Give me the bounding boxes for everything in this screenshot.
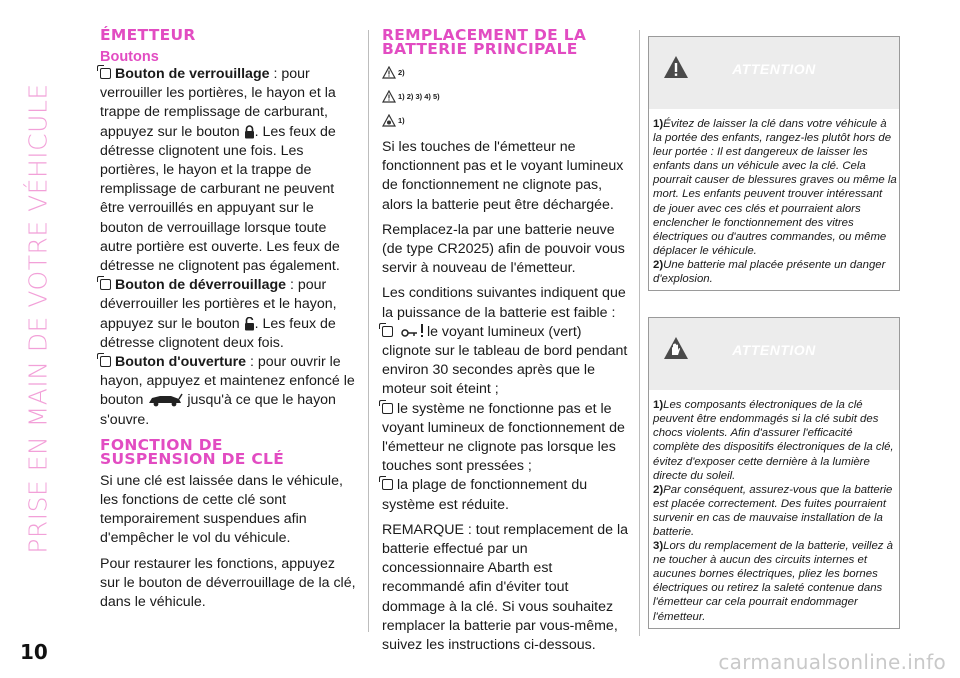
heading-key-suspension-line1: FONCTION DE <box>100 435 223 454</box>
bullet-icon <box>100 356 111 367</box>
attention-box-1 <box>648 36 900 291</box>
lock-button-label: Bouton de verrouillage <box>115 66 270 82</box>
unlock-button-paragraph <box>100 276 358 353</box>
key-warning-light-icon <box>401 323 427 339</box>
subheading-buttons: Boutons <box>100 49 159 65</box>
heading-key-suspension <box>100 435 358 468</box>
column-divider-2 <box>639 30 640 636</box>
bullet-icon <box>382 326 393 337</box>
heading-transmitter: ÉMETTEUR <box>100 26 196 44</box>
open-text-a: : pour ouvrir le hayon, appuyez et maintenez enfoncé le bouton <box>100 354 355 409</box>
battery-bullet-1-text: le voyant lumineux (vert) clignote sur le tableau de bord pendant environ 30 secondes après que le moteur soit éteint ; <box>382 323 628 398</box>
warning-reference-3-text: 1) <box>398 115 405 125</box>
battery-paragraph-2: Remplacez-la par une batterie neuve (de type CR2025) afin de pouvoir vous servir à nouveau de l'émetteur. <box>382 221 625 277</box>
heading-battery-line2: BATTERIE PRINCIPALE <box>382 40 578 58</box>
battery-paragraph-3: Les conditions suivantes indiquent que la puissance de la batterie est faible : <box>382 285 626 321</box>
open-button-label: Bouton d'ouverture <box>115 354 247 371</box>
attention-2-note-3-number: 3) <box>653 540 664 553</box>
warning-reference-2 <box>382 84 632 108</box>
lock-button-paragraph <box>100 65 358 276</box>
column-battery-replacement <box>382 28 632 655</box>
open-text-b: jusqu'à ce que le hayon s'ouvre. <box>100 392 336 428</box>
side-chapter-title-text: PRISE EN MAIN DE VOTRE VÉHICULE <box>23 82 53 554</box>
battery-paragraph-1: Si les touches de l'émetteur ne fonctionnent pas et le voyant lumineux de fonctionnement ne clignote pas, alors la batterie peut être déchargée. <box>382 139 624 213</box>
attention-1-note-2-number: 2) <box>653 258 664 271</box>
attention-2-note-3-text: Lors du remplacement de la batterie, veillez à ne toucher à aucun des circuits internes et aucunes bornes électriques, pliez les bornes électriques ou retirez la saleté contenue dans l'émetteur car cela pourrait endommager l'émetteur. <box>653 540 893 623</box>
attention-box-2-body <box>649 390 899 628</box>
column-transmitter <box>100 28 358 612</box>
battery-bullet-3 <box>382 476 632 514</box>
heading-key-suspension-line2: SUSPENSION DE CLÉ <box>100 449 285 468</box>
lock-text-b: . Les feux de détresse clignotent une fois. Les portières, le hayon et la trappe de remplissage de carburant ne peuvent être verrouillés en appuyant sur le bouton de verrouillage lorsque toute autre portière est ouverte. Les feux de détresse ne clignotent pas également. <box>100 123 340 275</box>
attention-title-1: ATTENTION <box>732 61 816 77</box>
attention-2-note-2-text: Par conséquent, assurez-vous que la batterie est placée correctement. Des fuites pourraient survenir en cas de mauvaise installation de la batterie. <box>653 483 893 538</box>
watermark: carmanualsonline.info <box>718 650 946 674</box>
warning-reference-3 <box>382 108 632 132</box>
battery-bullet-3-text: la plage de fonctionnement du système est réduite. <box>382 477 588 513</box>
lock-text-a: : pour verrouiller les portières, le hayon et la trappe de remplissage de carburant, appuyez sur le bouton <box>100 66 336 140</box>
attention-hand-icon <box>663 336 689 360</box>
warning-reference-2-text: 1) 2) 3) 4) 5) <box>398 91 440 101</box>
warning-reference-1-text: 2) <box>398 67 405 77</box>
key-suspension-paragraph-2: Pour restaurer les fonctions, appuyez sur le bouton de déverrouillage de la clé, dans le véhicule. <box>100 555 356 611</box>
attention-box-2-header <box>649 318 899 390</box>
tailgate-icon <box>147 393 183 407</box>
bullet-icon <box>382 479 393 490</box>
battery-bullet-2-text: le système ne fonctionne pas et le voyant lumineux de fonctionnement de l'émetteur ne clignote pas lorsque les touches sont pressées ; <box>382 400 625 475</box>
unlock-text-b: . Les feux de détresse clignotent deux fois. <box>100 315 336 351</box>
open-button-paragraph <box>100 353 358 430</box>
heading-battery-line1: REMPLACEMENT DE LA <box>382 26 587 44</box>
attention-2-note-2-number: 2) <box>653 483 664 496</box>
column-warnings <box>648 36 900 629</box>
key-suspension-paragraph-1: Si une clé est laissée dans le véhicule, les fonctions de cette clé sont temporairement suspendues afin d'empêcher le vol du véhicule. <box>100 472 343 547</box>
battery-bullet-1 <box>382 323 632 400</box>
warning-reference-1 <box>382 60 632 84</box>
battery-bullet-2 <box>382 400 632 477</box>
unlock-text-a: : pour déverrouiller les portières et le hayon, appuyez sur le bouton <box>100 277 337 332</box>
attention-2-note-1-number: 1) <box>653 399 664 412</box>
side-chapter-title <box>6 18 70 618</box>
unlock-icon <box>244 317 255 331</box>
attention-1-note-1-text: Évitez de laisser la clé dans votre véhicule à la portée des enfants, rangez-les plutôt hors de leur portée : Il est dangereux de laisser les enfants dans un véhicule avec la clé. Cela pourrait causer de blessures graves ou même la mort. Les enfants peuvent trouver intéressant de jouer avec ces clés et pourraient alors enclencher le fonctionnement des vitres électriques ou d'autres commandes, ou même déplacer le véhicule. <box>653 118 897 257</box>
warning-triangle-icon <box>382 90 396 103</box>
attention-2-note-1-text: Les composants électroniques de la clé peuvent être endommagés si la clé subit des chocs violents. Afin d'assurer l'efficacité complète des dispositifs électroniques de la clé, évitez d'exposer cette dernière à la lumière directe du soleil. <box>653 399 894 482</box>
column-divider-1 <box>368 30 369 632</box>
page-number: 10 <box>20 640 48 664</box>
bullet-icon <box>382 403 393 414</box>
attention-1-note-2-text: Une batterie mal placée présente un danger d'explosion. <box>653 258 886 286</box>
attention-box-1-header <box>649 37 899 109</box>
attention-title-2: ATTENTION <box>732 342 816 359</box>
bullet-icon <box>100 279 111 290</box>
unlock-button-label: Bouton de déverrouillage <box>115 277 287 294</box>
attention-hand-icon <box>382 114 396 127</box>
attention-1-note-1-number: 1) <box>653 118 664 130</box>
attention-box-1-body <box>649 109 899 290</box>
heading-battery-replacement <box>382 28 632 56</box>
attention-box-2 <box>648 317 900 629</box>
warning-triangle-icon <box>663 55 689 79</box>
warning-triangle-icon <box>382 66 396 79</box>
bullet-icon <box>100 68 111 79</box>
battery-remark: REMARQUE : tout remplacement de la batterie effectué par un concessionnaire Abarth est recommandé afin d'éviter tout dommage à la clé. Si vous souhaitez remplacer la batterie par vous-même, suivez les instructions ci-dessous. <box>382 521 629 654</box>
lock-icon <box>244 125 255 139</box>
